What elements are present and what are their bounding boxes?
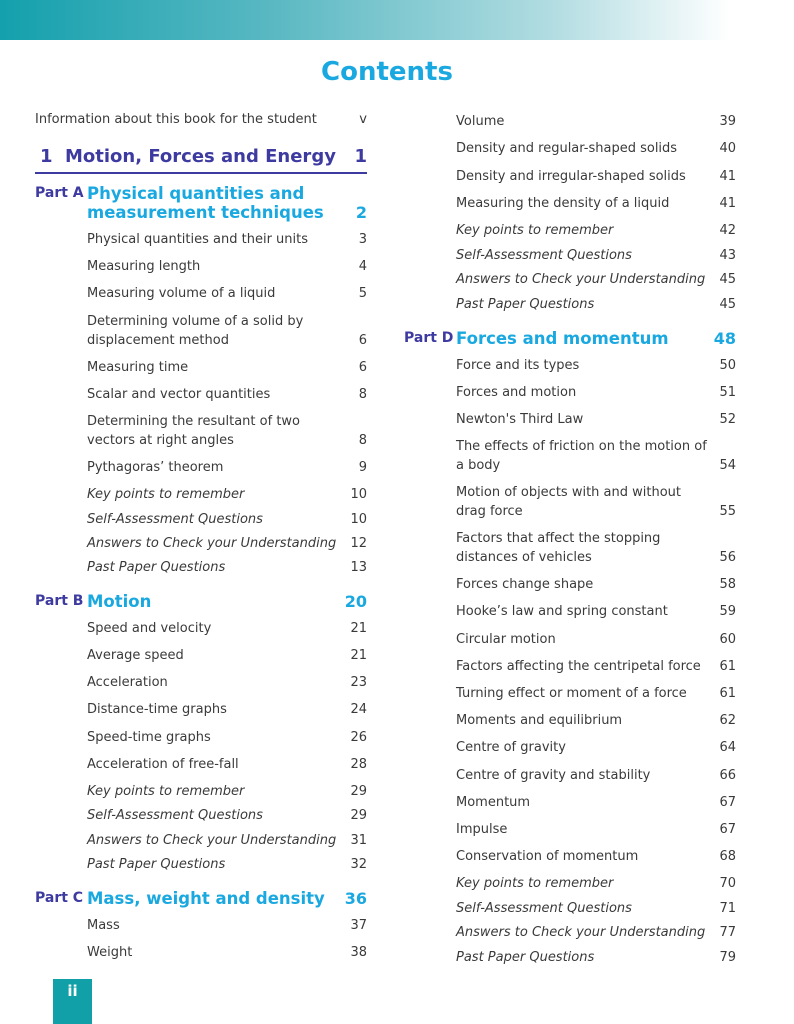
toc-entry[interactable]	[456, 684, 736, 703]
chapter-heading[interactable]	[35, 146, 367, 174]
toc-entry-title: Determining volume of a solid by displacement method	[87, 313, 304, 348]
toc-entry-page: 43	[719, 247, 736, 263]
toc-entry-title: Measuring length	[87, 259, 201, 275]
part-title[interactable]: Motion	[87, 591, 152, 611]
toc-entry-title: Hooke’s law and spring constant	[456, 604, 668, 620]
chapter-number: 1	[40, 146, 53, 167]
toc-entry-title: Key points to remember	[456, 876, 614, 892]
toc-entry[interactable]	[87, 458, 367, 477]
toc-entry[interactable]	[456, 766, 736, 785]
toc-entry-page: 79	[719, 949, 736, 965]
toc-entry[interactable]	[456, 602, 736, 621]
toc-entry-page: 41	[719, 168, 736, 184]
toc-entry-page: 52	[719, 412, 736, 427]
toc-entry-title: The effects of friction on the motion of a body	[456, 439, 707, 474]
toc-entry[interactable]	[456, 529, 736, 567]
toc-entry-page: 54	[719, 458, 736, 474]
toc-entry-title: Force and its types	[456, 357, 580, 373]
toc-entry[interactable]	[87, 700, 367, 719]
toc-entry-page: 8	[358, 433, 367, 448]
toc-entry-title: Weight	[87, 944, 133, 960]
toc-entry-title: Answers to Check your Understanding	[456, 925, 706, 941]
toc-entry-page: 56	[719, 550, 736, 566]
toc-entry[interactable]	[456, 738, 736, 757]
toc-entry-page: 24	[350, 702, 367, 718]
toc-entry[interactable]	[456, 139, 736, 158]
part-label: Part C	[35, 889, 84, 906]
toc-entry[interactable]	[87, 485, 367, 504]
toc-entry[interactable]	[87, 831, 367, 850]
toc-entry-title: Moments and equilibrium	[456, 713, 623, 729]
toc-entry-title: Speed-time graphs	[87, 729, 211, 745]
toc-entry-page: 67	[719, 822, 736, 837]
toc-entry-title: Forces change shape	[456, 577, 594, 593]
toc-entry-title: Answers to Check your Understanding	[87, 536, 337, 551]
toc-entry-page: 68	[719, 849, 736, 865]
toc-entry-title: Motion of objects with and without drag force	[456, 485, 682, 520]
toc-entry[interactable]	[87, 385, 367, 404]
toc-entry[interactable]	[456, 270, 736, 289]
front-matter-page: v	[359, 112, 367, 127]
toc-entry-page: 67	[719, 794, 736, 810]
toc-entry[interactable]	[456, 112, 736, 131]
toc-entry-title: Answers to Check your Understanding	[456, 272, 706, 288]
toc-entry-page: 58	[719, 577, 736, 593]
toc-entry[interactable]	[456, 410, 736, 429]
toc-entry-page: 13	[350, 560, 367, 576]
toc-entry-title: Impulse	[456, 822, 508, 837]
part-page: 36	[344, 888, 367, 908]
toc-entry-title: Acceleration of free-fall	[87, 756, 239, 772]
toc-entry[interactable]	[87, 855, 367, 874]
toc-entry-page: 45	[719, 297, 736, 312]
toc-entry-page: 29	[350, 784, 367, 799]
toc-entry-title: Measuring the density of a liquid	[456, 195, 670, 211]
toc-entry-page: 41	[719, 195, 736, 211]
toc-entry-page: 61	[719, 686, 736, 701]
toc-entry-page: 9	[358, 460, 367, 475]
toc-entry-title: Centre of gravity	[456, 740, 566, 756]
toc-entry-page: 6	[358, 332, 367, 348]
toc-entry-title: Past Paper Questions	[456, 297, 595, 312]
toc-entry-title: Measuring time	[87, 359, 189, 375]
toc-entry[interactable]	[456, 246, 736, 265]
toc-entry-title: Key points to remember	[87, 487, 245, 503]
toc-entry-title: Turning effect or moment of a force	[456, 686, 687, 701]
toc-entry-page: 60	[719, 631, 736, 647]
toc-entry-page: 38	[350, 944, 367, 960]
toc-entry[interactable]	[87, 312, 367, 350]
toc-entry-page: 45	[719, 272, 736, 288]
toc-entry-title: Conservation of momentum	[456, 849, 639, 865]
toc-entry-page: 12	[350, 536, 367, 551]
toc-entry-title: Average speed	[87, 648, 184, 663]
toc-entry-page: 31	[350, 832, 367, 848]
toc-entry-page: 10	[350, 487, 367, 503]
toc-entry[interactable]	[87, 510, 367, 529]
toc-entry[interactable]	[87, 916, 367, 935]
toc-entry-page: 37	[350, 917, 367, 933]
toc-entry-title: Self-Assessment Questions	[456, 900, 632, 916]
front-matter-title: Information about this book for the student	[35, 112, 317, 127]
toc-entry[interactable]	[456, 575, 736, 594]
toc-entry-page: 64	[719, 740, 736, 756]
toc-entry-title: Centre of gravity and stability	[456, 767, 651, 783]
toc-entry[interactable]	[87, 782, 367, 801]
toc-entry[interactable]	[456, 437, 736, 475]
part-label: Part A	[35, 185, 84, 201]
part-page: 2	[355, 203, 367, 222]
toc-entry-title: Momentum	[456, 794, 531, 810]
toc-entry-title: Self-Assessment Questions	[87, 511, 263, 527]
toc-entry-title: Scalar and vector quantities	[87, 386, 271, 402]
toc-entry-page: 55	[719, 504, 736, 520]
toc-entry-title: Self-Assessment Questions	[87, 808, 263, 824]
toc-entry-page: 77	[719, 925, 736, 941]
toc-entry-title: Determining the resultant of two vectors at right angles	[87, 414, 300, 448]
toc-entry-title: Key points to remember	[456, 223, 614, 239]
chapter-title: Motion, Forces and Energy	[65, 146, 336, 167]
toc-entry-page: 4	[358, 259, 367, 275]
toc-entry[interactable]	[87, 673, 367, 692]
toc-entry[interactable]	[87, 728, 367, 747]
toc-entry[interactable]	[456, 793, 736, 812]
toc-entry-page: 71	[719, 900, 736, 916]
part-title[interactable]: Forces and momentum	[456, 328, 669, 348]
toc-entry-title: Past Paper Questions	[87, 857, 226, 873]
toc-entry[interactable]	[456, 295, 736, 314]
toc-entry-page: 50	[719, 357, 736, 373]
toc-entry[interactable]	[456, 874, 736, 893]
toc-entry[interactable]	[87, 619, 367, 638]
header-band	[0, 0, 794, 40]
toc-entry[interactable]	[456, 356, 736, 375]
toc-entry-title: Past Paper Questions	[456, 949, 595, 965]
toc-entry-title: Factors that affect the stopping distances of vehicles	[456, 531, 661, 566]
part-label: Part B	[35, 592, 84, 609]
toc-entry[interactable]	[87, 646, 367, 665]
toc-entry[interactable]	[456, 820, 736, 839]
toc-entry[interactable]	[87, 558, 367, 577]
front-matter-entry[interactable]	[35, 112, 367, 127]
page-title: Contents	[321, 57, 453, 87]
toc-entry[interactable]	[87, 943, 367, 962]
toc-entry-title: Volume	[456, 114, 505, 129]
part-title[interactable]: Mass, weight and density	[87, 888, 325, 908]
toc-entry-page: 5	[358, 286, 367, 302]
toc-entry-title: Physical quantities and their units	[87, 232, 309, 247]
toc-entry-title: Self-Assessment Questions	[456, 247, 632, 263]
toc-entry-page: 3	[358, 232, 367, 247]
toc-entry-title: Forces and motion	[456, 384, 577, 400]
toc-entry[interactable]	[456, 194, 736, 213]
toc-entry[interactable]	[456, 630, 736, 649]
toc-entry-page: 32	[350, 857, 367, 873]
toc-entry[interactable]	[456, 657, 736, 676]
toc-entry[interactable]	[456, 711, 736, 730]
toc-entry-page: 10	[350, 511, 367, 527]
toc-entry-title: Key points to remember	[87, 784, 245, 799]
toc-entry-title: Density and irregular-shaped solids	[456, 168, 686, 184]
toc-entry[interactable]	[456, 923, 736, 942]
toc-entry-page: 42	[719, 223, 736, 239]
toc-entry[interactable]	[456, 847, 736, 866]
part-label: Part D	[404, 329, 454, 346]
chapter-page: 1	[354, 146, 367, 167]
toc-entry[interactable]	[456, 167, 736, 186]
toc-entry-title: Answers to Check your Understanding	[87, 832, 337, 848]
toc-entry-title: Circular motion	[456, 631, 556, 647]
toc-entry-page: 40	[719, 141, 736, 157]
toc-entry[interactable]	[87, 358, 367, 377]
page-number-badge: ii	[53, 979, 92, 1024]
toc-entry[interactable]	[87, 230, 367, 249]
toc-entry-page: 66	[719, 767, 736, 783]
toc-entry[interactable]	[456, 383, 736, 402]
toc-entry-title: Acceleration	[87, 675, 168, 691]
toc-entry-page: 62	[719, 713, 736, 729]
toc-entry-page: 59	[719, 604, 736, 620]
toc-entry[interactable]	[87, 755, 367, 774]
toc-entry-page: 39	[719, 114, 736, 129]
toc-entry[interactable]	[456, 221, 736, 240]
toc-entry[interactable]	[87, 534, 367, 553]
toc-entry-title: Pythagoras’ theorem	[87, 460, 224, 475]
toc-entry-page: 51	[719, 384, 736, 400]
toc-entry-title: Distance-time graphs	[87, 702, 227, 718]
toc-entry-title: Density and regular-shaped solids	[456, 141, 678, 157]
toc-entry-page: 23	[350, 675, 367, 691]
toc-entry-title: Mass	[87, 917, 120, 933]
toc-entry[interactable]	[456, 483, 736, 521]
toc-entry[interactable]	[87, 412, 367, 450]
toc-entry[interactable]	[87, 257, 367, 276]
toc-entry-page: 29	[350, 808, 367, 824]
toc-entry-page: 8	[358, 386, 367, 402]
toc-entry-page: 21	[350, 620, 367, 636]
toc-entry-page: 70	[719, 876, 736, 892]
toc-entry-title: Newton's Third Law	[456, 412, 584, 427]
part-page: 48	[713, 328, 736, 348]
toc-entry-title: Factors affecting the centripetal force	[456, 658, 701, 674]
toc-entry-title: Past Paper Questions	[87, 560, 226, 576]
toc-entry-page: 28	[350, 756, 367, 772]
toc-entry-page: 61	[719, 658, 736, 674]
toc-entry-page: 26	[350, 729, 367, 745]
toc-entry[interactable]	[456, 899, 736, 918]
toc-entry-page: 6	[358, 359, 367, 375]
toc-entry[interactable]	[87, 806, 367, 825]
toc-entry[interactable]	[456, 948, 736, 967]
toc-entry-title: Measuring volume of a liquid	[87, 286, 276, 302]
toc-entry-page: 21	[350, 648, 367, 663]
toc-entry-title: Speed and velocity	[87, 620, 212, 636]
part-page: 20	[344, 591, 367, 611]
toc-entry[interactable]	[87, 284, 367, 303]
part-title[interactable]: Physical quantities and measurement techniques	[87, 184, 324, 222]
